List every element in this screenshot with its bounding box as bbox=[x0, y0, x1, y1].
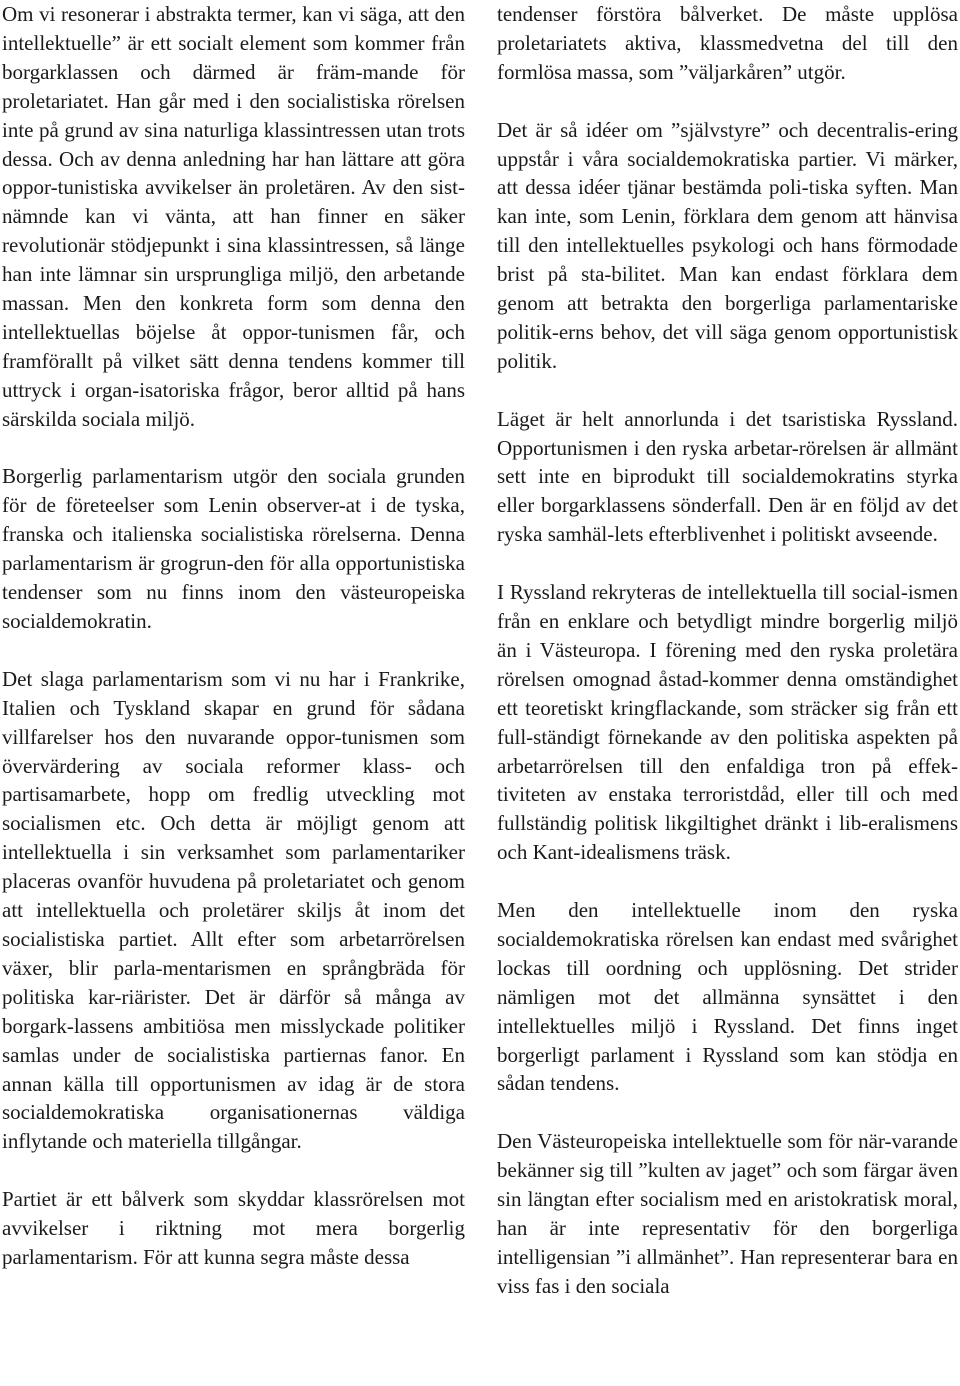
paragraph: Partiet är ett bålverk som skyddar klassrörelsen mot avvikelser i riktning mot mera borgerlig parlamentarism. För att kunna segra måste dessa bbox=[2, 1187, 465, 1269]
right-column bbox=[497, 0, 958, 1301]
paragraph: Men den intellektuelle inom den ryska socialdemokratiska rörelsen kan endast med svårighet lockas till oordning och upplösning. Det strider nämligen mot det allmänna synsättet i den intellektuelles miljö i Ryssland. Det finns inget borgerligt parlament i Ryssland som kan stödja en sådan tendens. bbox=[497, 898, 958, 1096]
paragraph: Det slaga parlamentarism som vi nu har i Frankrike, Italien och Tyskland skapar en grund för sådana villfarelser hos den nuvarande oppor-tunismen som övervärdering av sociala reformer klass- och partisamarbete, hopp om fredlig utveckling mot socialismen etc. Och detta är möjligt genom att intellektuella i sin verksamhet som parlamentariker placeras ovanför huvudena på proletariatet och genom att intellektuella och proletärer skiljs åt inom det socialistiska partiet. Allt efter som arbetarrörelsen växer, blir parla-mentarismen en språngbräda för politiska kar-riärister. Det är därför så många av borgark-lassens ambitiösa men misslyckade politiker samlas under de socialistiska partiernas fanor. En annan källa till opportunismen av idag är de stora socialdemokratiska organisationernas väldiga inflytande och materiella tillgångar. bbox=[2, 666, 465, 1154]
paragraph: Om vi resonerar i abstrakta termer, kan vi säga, att den intellektuelle” är ett socialt element som kommer från borgarklassen och därmed är främ-mande för proletariatet. Han går med i den socialistiska rörelsen inte på grund av sina naturliga klassintressen utan trots dessa. Och av denna anledning har han lättare att göra oppor-tunistiska avvikelser än proletären. Av den sist-nämnde kan vi vänta, att han finner en säker revolutionär stödjepunkt i sina klassintressen, så länge han inte lämnar sin ursprungliga miljö, den arbetande massan. Men den konkreta form som denna den intellektuellas böjelse åt oppor-tunismen får, och framförallt på vilket sätt denna tendens kommer till uttryck i organ-isatoriska frågor, beror alltid på hans särskilda sociala miljö. bbox=[2, 2, 465, 431]
paragraph: Borgerlig parlamentarism utgör den sociala grunden för de företeelser som Lenin observer-at i de tyska, franska och italienska socialistiska rörelserna. Denna parlamentarism är grogrun-den för alla opportunistiska tendenser som nu finns inom den västeuropeiska socialdemokratin. bbox=[2, 464, 465, 634]
paragraph: Den Västeuropeiska intellektuelle som för när-varande bekänner sig till ”kulten av jaget” och som färgar även sin längtan efter socialism med en aristokratisk moral, han är inte representativ för den borgerliga intelligensian ”i allmänhet”. Han representerar bara en viss fas i den sociala bbox=[497, 1129, 958, 1298]
left-column bbox=[2, 0, 465, 1272]
paragraph: Läget är helt annorlunda i det tsaristiska Ryssland. Opportunismen i den ryska arbetar-rörelsen är allmänt sett inte en biprodukt till socialdemokratins styrka eller borgarklassens sönderfall. Den är en följd av det ryska samhäl-lets efterblivenhet i politiskt avseende. bbox=[497, 406, 958, 547]
paragraph: I Ryssland rekryteras de intellektuella till social-ismen från en enklare och betydligt mindre borgerlig miljö än i Västeuropa. I förening med den ryska proletära rörelsen omognad åstad-kommer denna omständighet ett teoretiskt kringflackande, som sträcker sig från ett full-ständigt förnekande av den politiska aspekten på arbetarrörelsen till den enfaldiga tron på effek-tiviteten av enstaka terroristdåd, eller till och med fullständig politisk likgiltighet dränkt i lib-eralismens och Kant-idealismens träsk. bbox=[497, 580, 958, 865]
paragraph: tendenser förstöra bålverket. De måste upplösa proletariatets aktiva, klassmedvetna del till den formlösa massa, som ”väljarkåren” utgör. bbox=[497, 2, 958, 84]
paragraph: Det är så idéer om ”självstyre” och decentralis-ering uppstår i våra socialdemokratiska partier. Vi märker, att dessa idéer tjänar bestämda poli-tiska syften. Man kan inte, som Lenin, förklara dem genom att hänvisa till den intellektuelles psykologi och hans förmodade brist på sta-bilitet. Man kan endast förklara dem genom att betrakta den borgerliga parlamentariske politik-erns behov, det vill säga genom opportunistisk politik. bbox=[497, 117, 958, 373]
